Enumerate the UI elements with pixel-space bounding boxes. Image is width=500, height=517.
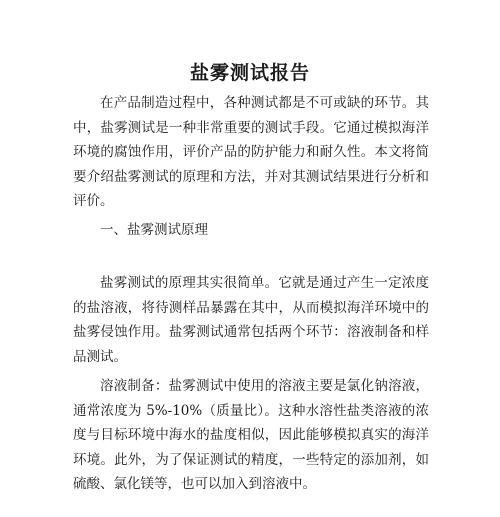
section-heading-principle: 一、盐雾测试原理 (100, 222, 208, 238)
solution-preparation-paragraph: 溶液制备：盐雾测试中使用的溶液主要是氯化钠溶液，通常浓度为 5%-10%（质量比）。这种水溶性盐类溶液的浓度与目标环境中海水的盐度相似，因此能够模拟真实的海洋环境。此外，为了保证测试的精度，一些特定的添加剂，如硫酸、氯化镁等，也可以加入到溶液中。 (73, 378, 429, 492)
intro-paragraph: 在产品制造过程中，各种测试都是不可或缺的环节。其中，盐雾测试是一种非常重要的测试手段。它通过模拟海洋环境的腐蚀作用，评价产品的防护能力和耐久性。本文将简要介绍盐雾测试的原理和方法，并对其测试结果进行分析和评价。 (73, 95, 429, 209)
principle-paragraph: 盐雾测试的原理其实很简单。它就是通过产生一定浓度的盐溶液，将待测样品暴露在其中，从而模拟海洋环境中的盐雾侵蚀作用。盐雾测试通常包括两个环节：溶液制备和样品测试。 (73, 275, 429, 365)
document-title: 盐雾测试报告 (189, 62, 310, 84)
